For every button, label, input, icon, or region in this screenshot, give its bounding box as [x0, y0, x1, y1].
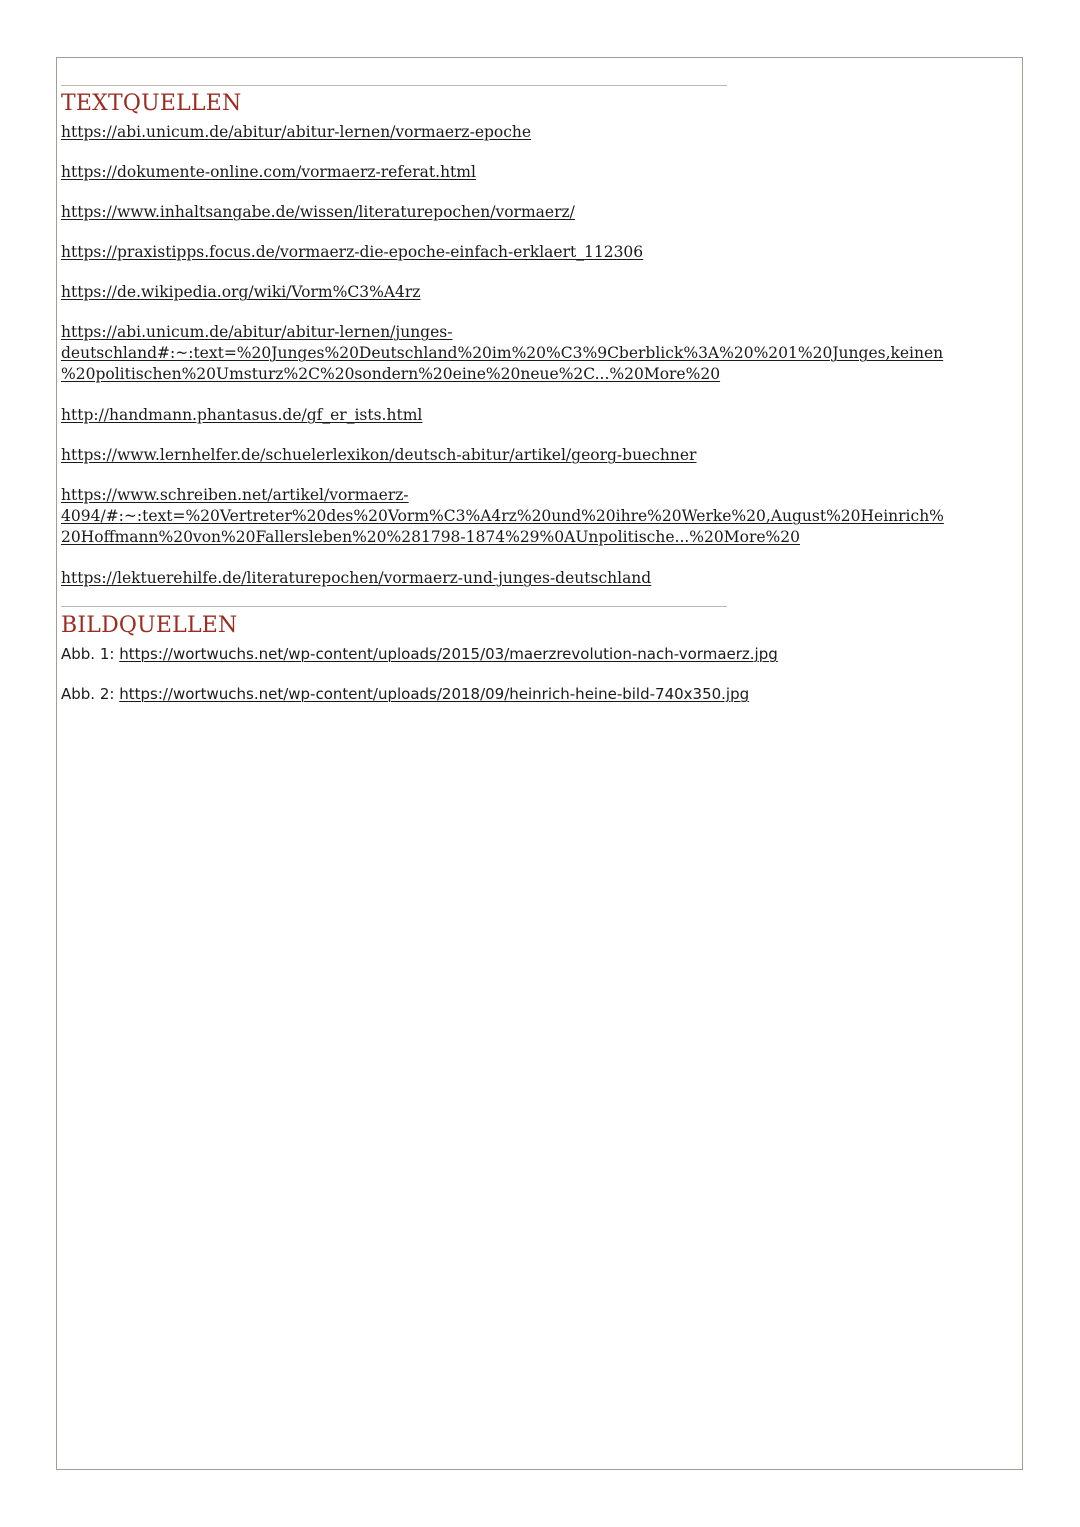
- text-source-link-6-line-1[interactable]: https://abi.unicum.de/abitur/abitur-lernen/junges-: [61, 323, 453, 341]
- image-source-item: [61, 644, 778, 665]
- text-source-item: [61, 405, 422, 426]
- text-source-item: [61, 202, 575, 223]
- text-source-item: [61, 162, 476, 183]
- image-source-link-1[interactable]: https://wortwuchs.net/wp-content/uploads/2015/03/maerzrevolution-nach-vormaerz.jpg: [119, 645, 778, 663]
- image-sources-heading: BILDQUELLEN: [61, 613, 238, 638]
- text-source-link-5[interactable]: https://de.wikipedia.org/wiki/Vorm%C3%A4rz: [61, 283, 421, 301]
- text-source-link-9-line-1[interactable]: https://www.schreiben.net/artikel/vormaerz-: [61, 486, 409, 504]
- image-source-item: [61, 684, 749, 705]
- text-source-item: [61, 445, 696, 466]
- text-source-link-6-line-3[interactable]: %20politischen%20Umsturz%2C%20sondern%20eine%20neue%2C...%20More%20: [61, 365, 721, 383]
- text-source-link-9-line-3[interactable]: 20Hoffmann%20von%20Fallersleben%20%281798-1874%29%0AUnpolitische...%20More%20: [61, 528, 800, 546]
- text-source-link-6-line-2[interactable]: deutschland#:~:text=%20Junges%20Deutschland%20im%20%C3%9Cberblick%3A%20%201%20Junges,keinen: [61, 344, 944, 362]
- text-source-item: [61, 242, 643, 263]
- image-source-label-2: Abb. 2:: [61, 685, 120, 703]
- text-source-link-2[interactable]: https://dokumente-online.com/vormaerz-referat.html: [61, 163, 476, 181]
- text-source-link-7[interactable]: http://handmann.phantasus.de/gf_er_ists.html: [61, 406, 423, 424]
- image-source-link-2[interactable]: https://wortwuchs.net/wp-content/uploads/2018/09/heinrich-heine-bild-740x350.jpg: [119, 685, 750, 703]
- text-source-item: [61, 485, 944, 548]
- text-source-item: [61, 322, 943, 385]
- text-source-link-4[interactable]: https://praxistipps.focus.de/vormaerz-die-epoche-einfach-erklaert_112306: [61, 243, 644, 261]
- text-source-item: [61, 122, 531, 143]
- text-source-link-10[interactable]: https://lektuerehilfe.de/literaturepochen/vormaerz-und-junges-deutschland: [61, 569, 652, 587]
- top-divider: [61, 85, 727, 86]
- middle-divider: [61, 606, 727, 607]
- text-source-item: [61, 282, 420, 303]
- page-frame: [56, 57, 1023, 1470]
- text-source-item: [61, 568, 651, 589]
- image-source-label-1: Abb. 1:: [61, 645, 120, 663]
- text-source-link-8[interactable]: https://www.lernhelfer.de/schuelerlexikon/deutsch-abitur/artikel/georg-buechner: [61, 446, 697, 464]
- text-source-link-9-line-2[interactable]: 4094/#:~:text=%20Vertreter%20des%20Vorm%C3%A4rz%20und%20ihre%20Werke%20,August%20Heinrich%: [61, 507, 944, 525]
- text-sources-heading: TEXTQUELLEN: [61, 91, 242, 116]
- text-source-link-3[interactable]: https://www.inhaltsangabe.de/wissen/literaturepochen/vormaerz/: [61, 203, 575, 221]
- text-source-link-1[interactable]: https://abi.unicum.de/abitur/abitur-lernen/vormaerz-epoche: [61, 123, 532, 141]
